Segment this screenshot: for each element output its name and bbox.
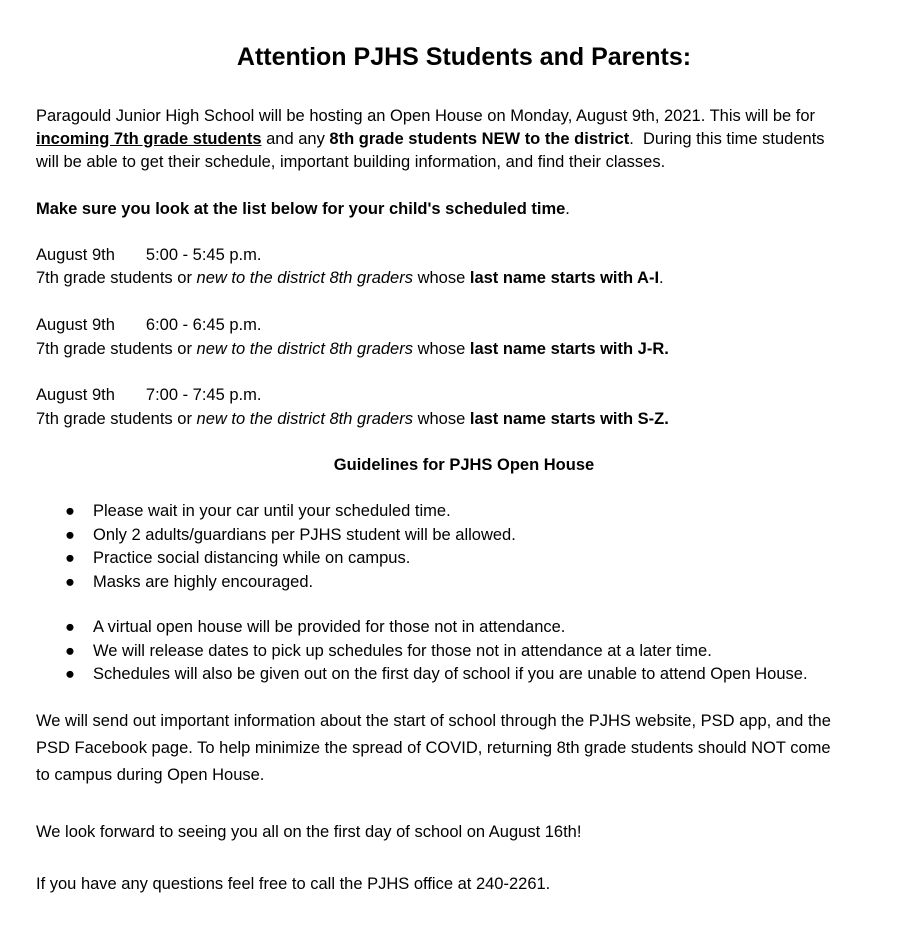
schedule-2-details <box>36 338 892 361</box>
schedule-1-date: August 9th <box>36 246 115 264</box>
guidelines-title: Guidelines for PJHS Open House <box>333 456 595 474</box>
reminder-tail: . <box>565 200 570 218</box>
intro-rest-text: . During this time students <box>629 130 825 148</box>
schedule-1-header <box>36 244 892 267</box>
schedule-1-prefix: 7th grade students or <box>36 269 197 287</box>
schedule-2-prefix: 7th grade students or <box>36 340 197 358</box>
bullet-text: A virtual open house will be provided for those not in attendance. <box>93 618 566 636</box>
schedule-2-header <box>36 314 892 337</box>
page-title: Attention PJHS Students and Parents: <box>236 43 692 71</box>
schedule-1-middle: whose <box>412 269 470 287</box>
bullet-icon: ● <box>65 502 75 520</box>
list-item <box>36 547 892 571</box>
schedule-1-time: 5:00 - 5:45 p.m. <box>145 246 262 264</box>
schedule-3-header <box>36 384 892 407</box>
schedule-2-date: August 9th <box>36 316 115 334</box>
bullet-icon: ● <box>65 525 75 544</box>
list-item <box>36 571 892 595</box>
list-item <box>36 500 892 524</box>
reminder-line <box>36 198 892 221</box>
and-any-text: and any <box>261 130 330 148</box>
schedule-1-bold: last name starts with A-I <box>469 269 660 287</box>
schedule-3-prefix: 7th grade students or <box>36 410 197 428</box>
questions-line: If you have any questions feel free to call the PJHS office at 240-2261. <box>36 875 551 893</box>
bullet-text: Please wait in your car until your scheduled time. <box>93 502 451 520</box>
list-item <box>36 524 892 548</box>
reminder-bold: Make sure you look at the list below for your child's scheduled time <box>36 200 566 218</box>
guidelines-list-1 <box>36 500 892 594</box>
bullet-icon: ● <box>65 572 75 591</box>
schedule-2-bold: last name starts with J-R. <box>469 340 669 358</box>
schedule-1-details <box>36 267 892 290</box>
intro-line-1 <box>36 105 892 128</box>
bullet-text: We will release dates to pick up schedules for those not in attendance at a later time. <box>93 641 712 660</box>
schedule-3-middle: whose <box>412 410 470 428</box>
closing-line-1: We will send out important information about the start of school through the PJHS website, PSD app, and the <box>36 712 831 730</box>
schedule-1-italic: new to the district 8th graders <box>196 269 413 287</box>
list-item <box>36 616 892 640</box>
list-item <box>36 663 892 687</box>
schedule-3-date: August 9th <box>36 386 115 404</box>
bullet-icon: ● <box>65 665 75 683</box>
bullet-icon: ● <box>65 618 75 636</box>
schedule-3-time: 7:00 - 7:45 p.m. <box>145 386 262 404</box>
schedule-3-details <box>36 408 892 431</box>
bullet-text: Practice social distancing while on campus. <box>93 549 411 567</box>
guidelines-list-2 <box>36 616 892 687</box>
intro-line-3 <box>36 151 892 174</box>
intro-text-1: Paragould Junior High School will be hosting an Open House on Monday, August 9th, 2021. This will be for <box>36 107 816 125</box>
schedule-3-bold: last name starts with S-Z. <box>469 410 669 428</box>
schedule-2-middle: whose <box>412 340 470 358</box>
schedule-2-time: 6:00 - 6:45 p.m. <box>145 316 262 334</box>
closing-line-2: PSD Facebook page. To help minimize the spread of COVID, returning 8th grade students should NOT come <box>36 739 831 757</box>
intro-line-2 <box>36 128 892 151</box>
bullet-icon: ● <box>65 549 75 567</box>
schedule-3-italic: new to the district 8th graders <box>196 410 413 428</box>
new-students-text: 8th grade students NEW to the district <box>329 130 630 148</box>
intro-text-3: will be able to get their schedule, important building information, and find their classes. <box>36 153 666 171</box>
look-forward-line: We look forward to seeing you all on the first day of school on August 16th! <box>36 823 582 841</box>
closing-line-3: to campus during Open House. <box>36 766 265 784</box>
bullet-text: Only 2 adults/guardians per PJHS student will be allowed. <box>93 525 516 544</box>
bullet-text: Schedules will also be given out on the first day of school if you are unable to attend Open House. <box>93 665 808 683</box>
schedule-2-italic: new to the district 8th graders <box>196 340 413 358</box>
incoming-students-text: incoming 7th grade students <box>36 130 262 148</box>
bullet-text: Masks are highly encouraged. <box>93 572 314 591</box>
schedule-1-tail: . <box>659 269 664 287</box>
bullet-icon: ● <box>65 641 75 660</box>
list-item <box>36 640 892 664</box>
